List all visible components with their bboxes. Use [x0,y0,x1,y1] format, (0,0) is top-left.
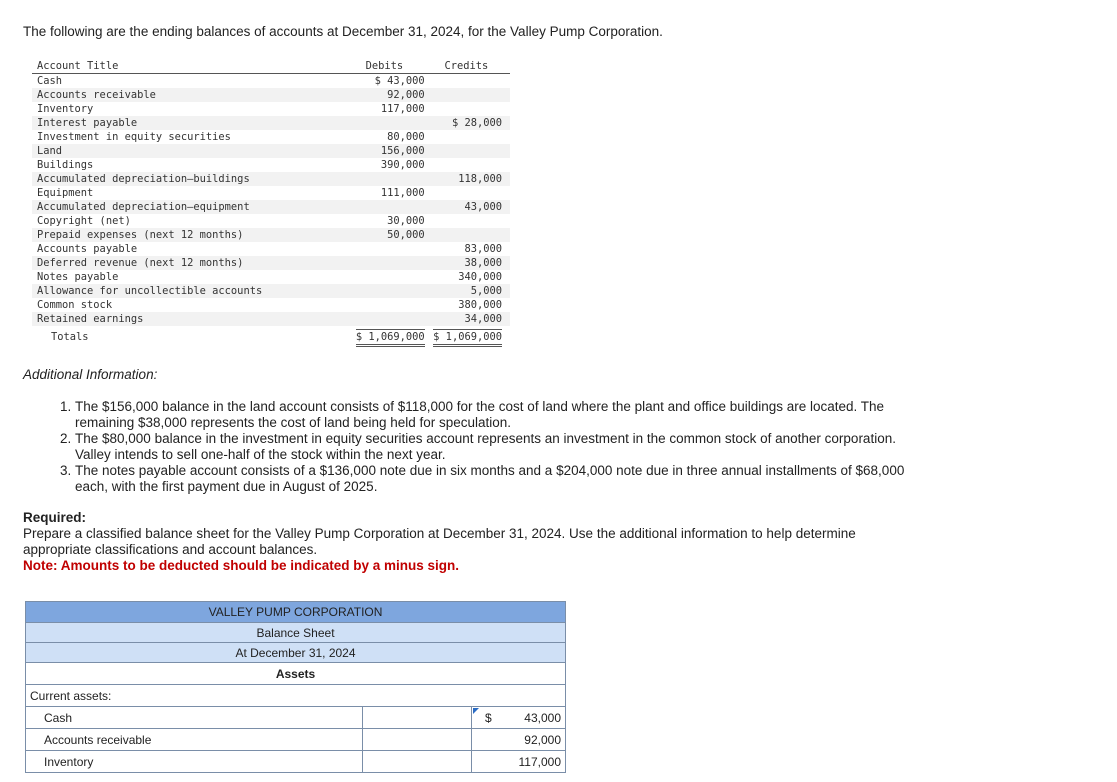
list-item: 1. The $156,000 balance in the land account consists of $118,000 for the cost of land where the plant and office buildings are located. The remaining $38,000 represents the cost of land being held for speculation. [75,399,920,431]
debit-amount [344,284,431,298]
credit-amount [431,228,510,242]
additional-info-heading: Additional Information: [23,367,158,382]
account-title: Allowance for uncollectible accounts [32,284,344,298]
company-name: VALLEY PUMP CORPORATION [26,602,566,623]
account-title: Buildings [37,159,94,171]
required-note: Note: Amounts to be deducted should be indicated by a minus sign. [23,558,460,573]
credit-amount [431,186,510,200]
table-row [32,298,510,312]
table-row [32,284,510,298]
debit-amount [344,116,431,130]
flag-icon [473,708,479,714]
table-row [26,707,566,729]
table-row [32,102,510,116]
debit-amount: 30,000 [387,215,425,227]
account-title: Cash [37,75,63,87]
row-amount: 92,000 [524,732,561,747]
table-row [32,214,510,228]
required-section [23,510,903,574]
row-label-input[interactable]: Cash [26,707,363,729]
credit-amount: 118,000 [431,172,510,186]
credit-amount [431,130,510,144]
debit-amount: 92,000 [344,88,431,102]
credit-amount [431,88,510,102]
table-row [32,228,510,242]
amount-input[interactable] [363,729,472,751]
table-row [32,312,510,326]
table-row [32,186,510,200]
totals-label: Totals [51,331,89,343]
additional-info-list [60,399,920,495]
table-row [32,144,510,158]
dollar-sign: $ [485,711,492,725]
list-item: 2. The $80,000 balance in the investment in equity securities account represents an investment in the common stock of another corporation. Valley intends to sell one-half of the stock within the next year. [75,431,920,463]
account-title: Prepaid expenses (next 12 months) [32,228,344,242]
debit-amount [344,298,431,312]
total-debits: $ 1,069,000 [356,329,425,347]
total-credits: $ 1,069,000 [433,329,502,347]
credit-amount: 83,000 [464,243,502,255]
account-title: Interest payable [32,116,344,130]
table-row [32,256,510,270]
table-row [32,270,510,284]
debit-amount [344,270,431,284]
account-title: Deferred revenue (next 12 months) [32,256,344,270]
credit-amount: 38,000 [431,256,510,270]
account-title: Notes payable [37,271,119,283]
credit-amount: 5,000 [431,284,510,298]
table-row [32,116,510,130]
table-row [32,130,510,144]
debit-amount [344,172,431,186]
credit-amount [431,74,510,89]
intro-text: The following are the ending balances of accounts at December 31, 2024, for the Valley Pump Corporation. [23,24,663,39]
total-input[interactable] [472,751,566,773]
row-amount: 117,000 [518,754,561,769]
amount-input[interactable] [363,751,472,773]
statement-title: Balance Sheet [26,623,566,643]
credit-amount [431,214,510,228]
row-amount: 43,000 [524,710,561,725]
credit-amount: 43,000 [431,200,510,214]
table-row [26,729,566,751]
required-heading: Required: [23,510,87,525]
debit-amount [344,242,431,256]
account-title: Accumulated depreciation—equipment [32,200,344,214]
account-title: Land [32,144,344,158]
account-title: Copyright (net) [37,215,131,227]
table-row [32,88,510,102]
account-title: Retained earnings [32,312,344,326]
credit-amount: 340,000 [458,271,502,283]
debit-amount [344,256,431,270]
table-row [32,158,510,172]
debit-amount [344,312,431,326]
balance-sheet-table [25,601,566,773]
list-item: 3. The notes payable account consists of a $136,000 note due in six months and a $204,000 note due in three annual installments of $68,000 each, with the first payment due in August of 2025. [75,463,920,495]
required-text: Prepare a classified balance sheet for the Valley Pump Corporation at December 31, 2024. Use the additional information to help determine appropriate classifications and account balances. [23,526,856,557]
total-input[interactable] [472,729,566,751]
header-account-title: Account Title [32,59,344,74]
credit-amount: $ 28,000 [431,116,510,130]
credit-amount [431,158,510,172]
table-row [32,172,510,186]
account-title: Accounts payable [37,243,138,255]
account-title: Investment in equity securities [37,131,231,143]
amount-input[interactable] [363,707,472,729]
debit-amount [344,200,431,214]
credit-amount: 34,000 [431,312,510,326]
debit-amount: 111,000 [380,187,425,199]
row-label-input[interactable]: Accounts receivable [26,729,363,751]
row-label-input[interactable]: Inventory [26,751,363,773]
table-row [32,200,510,214]
credit-amount [431,102,510,116]
credit-amount: 380,000 [458,299,502,311]
statement-date: At December 31, 2024 [26,643,566,663]
header-debits: Debits [344,59,431,74]
debit-amount: 80,000 [387,131,425,143]
debit-amount: 390,000 [380,159,425,171]
table-row [32,74,510,89]
debit-amount: 117,000 [380,103,425,115]
account-title: Equipment [37,187,94,199]
account-title: Inventory [37,103,94,115]
account-title: Accumulated depreciation—buildings [32,172,344,186]
totals-row [32,326,510,344]
account-title: Accounts receivable [32,88,344,102]
account-title: Common stock [37,299,113,311]
header-credits: Credits [431,59,510,74]
credit-amount [431,144,510,158]
section-assets: Assets [26,663,566,685]
current-assets-label: Current assets: [26,685,566,707]
trial-balance-table [32,59,510,344]
table-row [26,751,566,773]
debit-amount: 50,000 [344,228,431,242]
table-row [32,242,510,256]
debit-amount: 156,000 [344,144,431,158]
total-input[interactable] [472,707,566,729]
debit-amount: $ 43,000 [374,75,425,87]
